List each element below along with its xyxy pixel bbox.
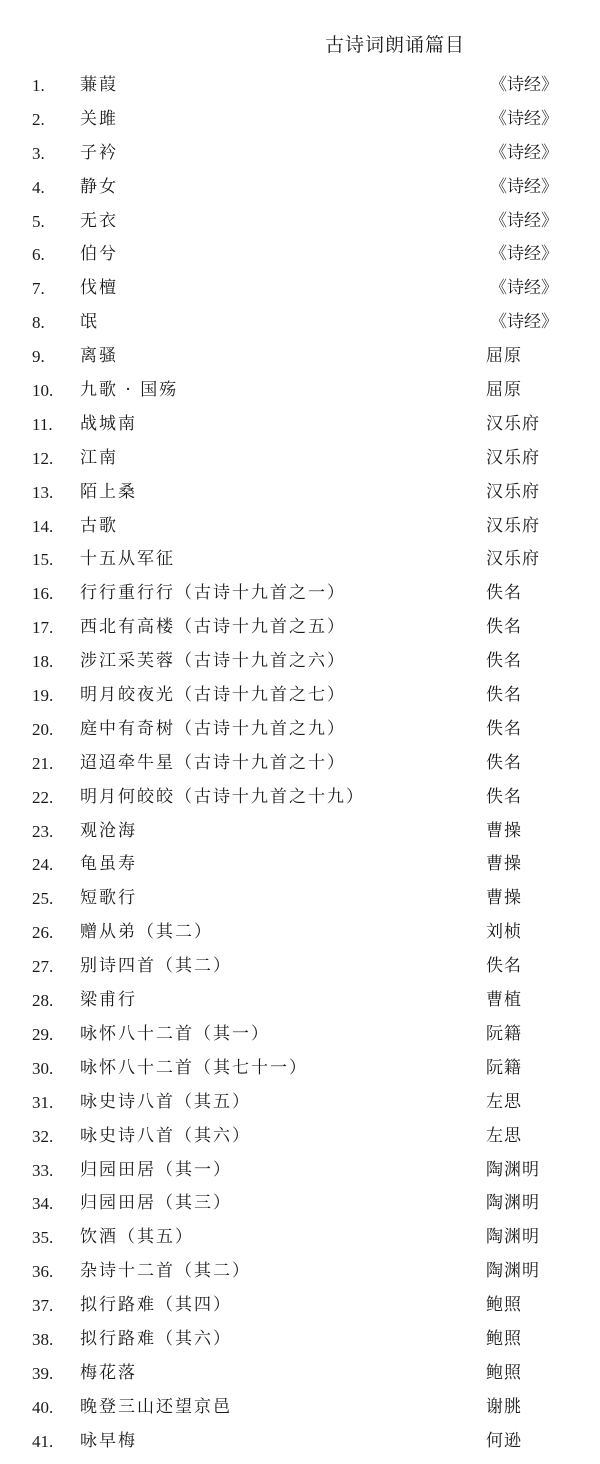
list-item [0,374,600,408]
poem-title: 九歌 · 国殇 [80,380,179,401]
list-item [0,713,600,747]
list-item [0,1187,600,1221]
poem-author: 佚名 [486,752,522,773]
list-item [0,1154,600,1188]
poem-title: 庭中有奇树（古诗十九首之九） [80,718,346,739]
poem-author: 陶渊明 [486,1193,540,1214]
entry-number: 41. [32,1431,54,1451]
entry-number: 30. [32,1058,54,1078]
list-item [0,1289,600,1323]
entry-number: 32. [32,1126,54,1146]
poem-title: 迢迢牵牛星（古诗十九首之十） [80,752,346,773]
list-item [0,781,600,815]
poem-author: 《诗经》 [490,108,558,129]
list-item [0,510,600,544]
list-item [0,611,600,645]
list-item [0,1052,600,1086]
poem-title: 观沧海 [80,820,137,841]
poem-title: 伯兮 [80,244,118,265]
entry-number: 2. [32,109,45,129]
list-item [0,848,600,882]
entry-number: 8. [32,313,45,333]
poem-title: 无衣 [80,210,118,231]
poem-title: 杂诗十二首（其二） [80,1261,251,1282]
list-item [0,1255,600,1289]
poem-author: 《诗经》 [490,210,558,231]
entry-number: 12. [32,448,54,468]
poem-author: 左思 [486,1125,522,1146]
list-item [0,1120,600,1154]
list-item [0,69,600,103]
poem-author: 汉乐府 [486,549,540,570]
poem-author: 阮籍 [486,1057,522,1078]
poem-author: 佚名 [486,651,522,672]
poem-title: 陌上桑 [80,481,137,502]
poem-author: 陶渊明 [486,1227,540,1248]
list-item [0,103,600,137]
poem-author: 《诗经》 [490,312,558,333]
poem-title: 拟行路难（其六） [80,1328,232,1349]
poem-title: 咏怀八十二首（其一） [80,1023,270,1044]
entry-number: 27. [32,957,54,977]
poem-title: 归园田居（其一） [80,1159,232,1180]
poem-author: 汉乐府 [486,515,540,536]
entry-number: 25. [32,889,54,909]
poem-author: 鲍照 [486,1362,522,1383]
list-item [0,882,600,916]
poem-title: 子衿 [80,142,118,163]
poem-title: 拟行路难（其四） [80,1295,232,1316]
list-item [0,815,600,849]
list-item [0,171,600,205]
list-item [0,205,600,239]
poem-author: 谢朓 [486,1396,522,1417]
poem-author: 《诗经》 [490,244,558,265]
poem-author: 佚名 [486,786,522,807]
entry-number: 9. [32,347,45,367]
poem-author: 曹植 [486,990,522,1011]
poem-title: 归园田居（其三） [80,1193,232,1214]
poem-title: 明月皎夜光（古诗十九首之七） [80,685,346,706]
entry-number: 23. [32,821,54,841]
poem-title: 短歌行 [80,888,137,909]
poem-author: 屈原 [486,346,522,367]
list-item [0,442,600,476]
poem-title: 关雎 [80,108,118,129]
entry-number: 36. [32,1262,54,1282]
poem-title: 涉江采芙蓉（古诗十九首之六） [80,651,346,672]
entry-number: 3. [32,143,45,163]
poem-title: 饮酒（其五） [80,1227,194,1248]
document-title: 古诗词朗诵篇目 [324,34,465,56]
entry-number: 24. [32,855,54,875]
list-item [0,272,600,306]
entry-number: 17. [32,618,54,638]
poem-author: 《诗经》 [490,142,558,163]
poem-author: 汉乐府 [486,481,540,502]
poem-author: 佚名 [486,956,522,977]
entry-number: 40. [32,1397,54,1417]
poem-author: 佚名 [486,685,522,706]
poem-title: 咏怀八十二首（其七十一） [80,1057,308,1078]
entry-number: 37. [32,1296,54,1316]
poem-title: 西北有高楼（古诗十九首之五） [80,617,346,638]
entry-number: 5. [32,211,45,231]
list-item [0,1391,600,1425]
poem-title: 咏史诗八首（其六） [80,1125,251,1146]
poem-author: 刘桢 [486,922,522,943]
list-item [0,1323,600,1357]
entry-number: 6. [32,245,45,265]
entry-number: 19. [32,686,54,706]
poem-author: 佚名 [486,718,522,739]
poem-author: 陶渊明 [486,1261,540,1282]
poem-title: 梁甫行 [80,990,137,1011]
poem-title: 伐檀 [80,278,118,299]
poem-author: 鲍照 [486,1328,522,1349]
entry-number: 10. [32,381,54,401]
poem-title: 江南 [80,447,118,468]
entry-number: 29. [32,1024,54,1044]
poem-title: 蒹葭 [80,75,118,95]
entry-number: 20. [32,719,54,739]
poem-author: 《诗经》 [490,278,558,299]
list-item [0,340,600,374]
entry-number: 28. [32,991,54,1011]
poem-author: 《诗经》 [490,75,558,95]
list-item [0,950,600,984]
list-item [0,645,600,679]
list-item [0,679,600,713]
entry-number: 38. [32,1329,54,1349]
entry-number: 11. [32,414,53,434]
poem-title: 赠从弟（其二） [80,922,213,943]
entry-number: 1. [32,76,45,95]
poem-author: 左思 [486,1091,522,1112]
entry-number: 26. [32,923,54,943]
poem-author: 鲍照 [486,1295,522,1316]
entry-number: 7. [32,279,45,299]
list-item [0,577,600,611]
entry-number: 15. [32,550,54,570]
list-item [0,238,600,272]
list-item [0,1086,600,1120]
poem-title: 梅花落 [80,1362,137,1383]
list-item [0,1357,600,1391]
list-item [0,916,600,950]
poem-author: 阮籍 [486,1023,522,1044]
entry-number: 14. [32,516,54,536]
entry-number: 18. [32,652,54,672]
entry-number: 21. [32,753,54,773]
list-item [0,543,600,577]
poem-title: 晚登三山还望京邑 [80,1396,232,1417]
entry-number: 22. [32,787,54,807]
poem-title: 别诗四首（其二） [80,956,232,977]
poem-author: 曹操 [486,888,522,909]
list-item [0,306,600,340]
list-item [0,1425,600,1459]
poem-title: 十五从军征 [80,549,175,570]
poem-author: 陶渊明 [486,1159,540,1180]
poem-author: 何逊 [486,1430,522,1451]
poem-list [0,69,600,1459]
list-item [0,1221,600,1255]
poem-author: 佚名 [486,617,522,638]
list-item [0,137,600,171]
poem-author: 《诗经》 [490,176,558,197]
poem-author: 曹操 [486,820,522,841]
poem-author: 佚名 [486,583,522,604]
poem-title: 静女 [80,176,118,197]
poem-title: 咏早梅 [80,1430,137,1451]
poem-title: 离骚 [80,346,118,367]
poem-author: 汉乐府 [486,413,540,434]
list-item [0,747,600,781]
entry-number: 4. [32,177,45,197]
list-item [0,984,600,1018]
entry-number: 34. [32,1194,54,1214]
entry-number: 35. [32,1228,54,1248]
entry-number: 39. [32,1363,54,1383]
poem-title: 古歌 [80,515,118,536]
poem-title: 龟虽寿 [80,854,137,875]
poem-title: 氓 [80,312,99,333]
entry-number: 13. [32,482,54,502]
poem-title: 咏史诗八首（其五） [80,1091,251,1112]
list-item [0,1018,600,1052]
poem-title: 明月何皎皎（古诗十九首之十九） [80,786,365,807]
poem-title: 行行重行行（古诗十九首之一） [80,583,346,604]
entry-number: 16. [32,584,54,604]
poem-author: 曹操 [486,854,522,875]
poem-author: 汉乐府 [486,447,540,468]
entry-number: 33. [32,1160,54,1180]
list-item [0,408,600,442]
poem-author: 屈原 [486,380,522,401]
poem-title: 战城南 [80,413,137,434]
list-item [0,476,600,510]
entry-number: 31. [32,1092,54,1112]
